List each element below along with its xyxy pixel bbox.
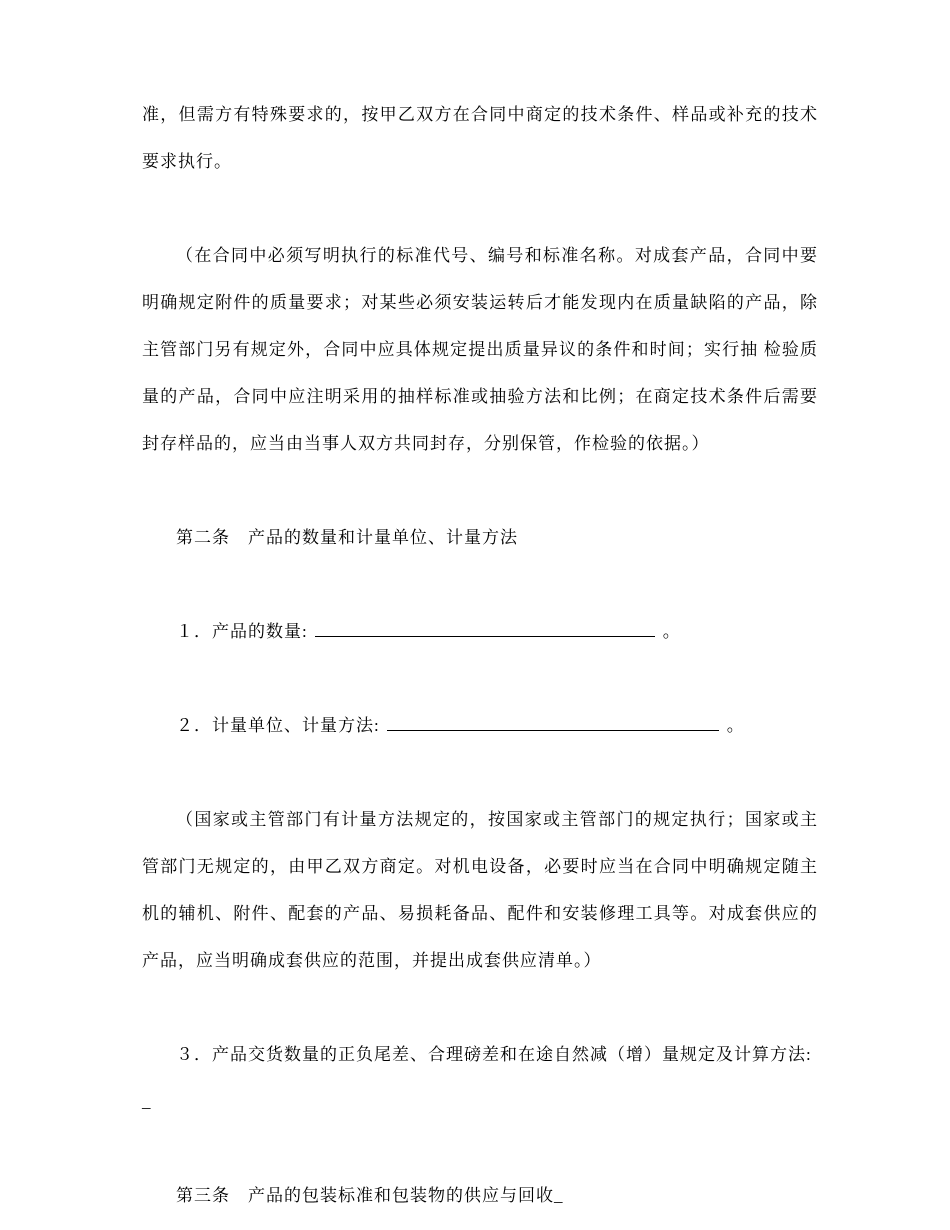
paragraph-standard-continuation: 准，但需方有特殊要求的，按甲乙双方在合同中商定的技术条件、样品或补充的技术要求执行。 (142, 105, 818, 171)
item-delivery-tolerance (142, 1031, 818, 1125)
item-delivery-tolerance-label: ３．产品交货数量的正负尾差、合理磅差和在途自然减（增）量规定及计算方法: (176, 1045, 812, 1064)
item-delivery-tolerance-underscore: _ (142, 1092, 152, 1111)
product-quantity-blank-field[interactable] (315, 620, 655, 637)
heading-article-2: 第二条 产品的数量和计量单位、计量方法 (176, 528, 518, 547)
item-measurement-unit-label: ２．计量单位、计量方法: (176, 716, 380, 735)
item-product-quantity-label: １．产品的数量: (176, 622, 308, 641)
item-measurement-unit (142, 702, 818, 749)
measurement-unit-blank-field[interactable] (387, 714, 719, 731)
paragraph-measurement-instructions: （国家或主管部门有计量方法规定的，按国家或主管部门的规定执行；国家或主管部门无规定的，由甲乙双方商定。对机电设备，必要时应当在合同中明确规定随主机的辅机、附件、配套的产品、易损耗备品、配件和安装修理工具等。对成套供应的产品，应当明确成套供应的范围，并提出成套供应清单。） (142, 810, 818, 970)
heading-article-3: 第三条 产品的包装标准和包装物的供应与回收_ (176, 1186, 564, 1205)
item-measurement-unit-period: 。 (726, 716, 745, 735)
item-product-quantity-period: 。 (662, 622, 681, 641)
paragraph-quality-instructions: （在合同中必须写明执行的标准代号、编号和标准名称。对成套产品，合同中要明确规定附件的质量要求；对某些必须安装运转后才能发现内在质量缺陷的产品，除主管部门另有规定外，合同中应具体规定提出质量异议的条件和时间；实行抽 检验质量的产品，合同中应注明采用的抽样标准或抽验方法和比例；在商定技术条件后需要封存样品的，应当由当事人双方共同封存，分别保管，作检验的依据。） (142, 246, 818, 453)
item-product-quantity (142, 608, 818, 655)
